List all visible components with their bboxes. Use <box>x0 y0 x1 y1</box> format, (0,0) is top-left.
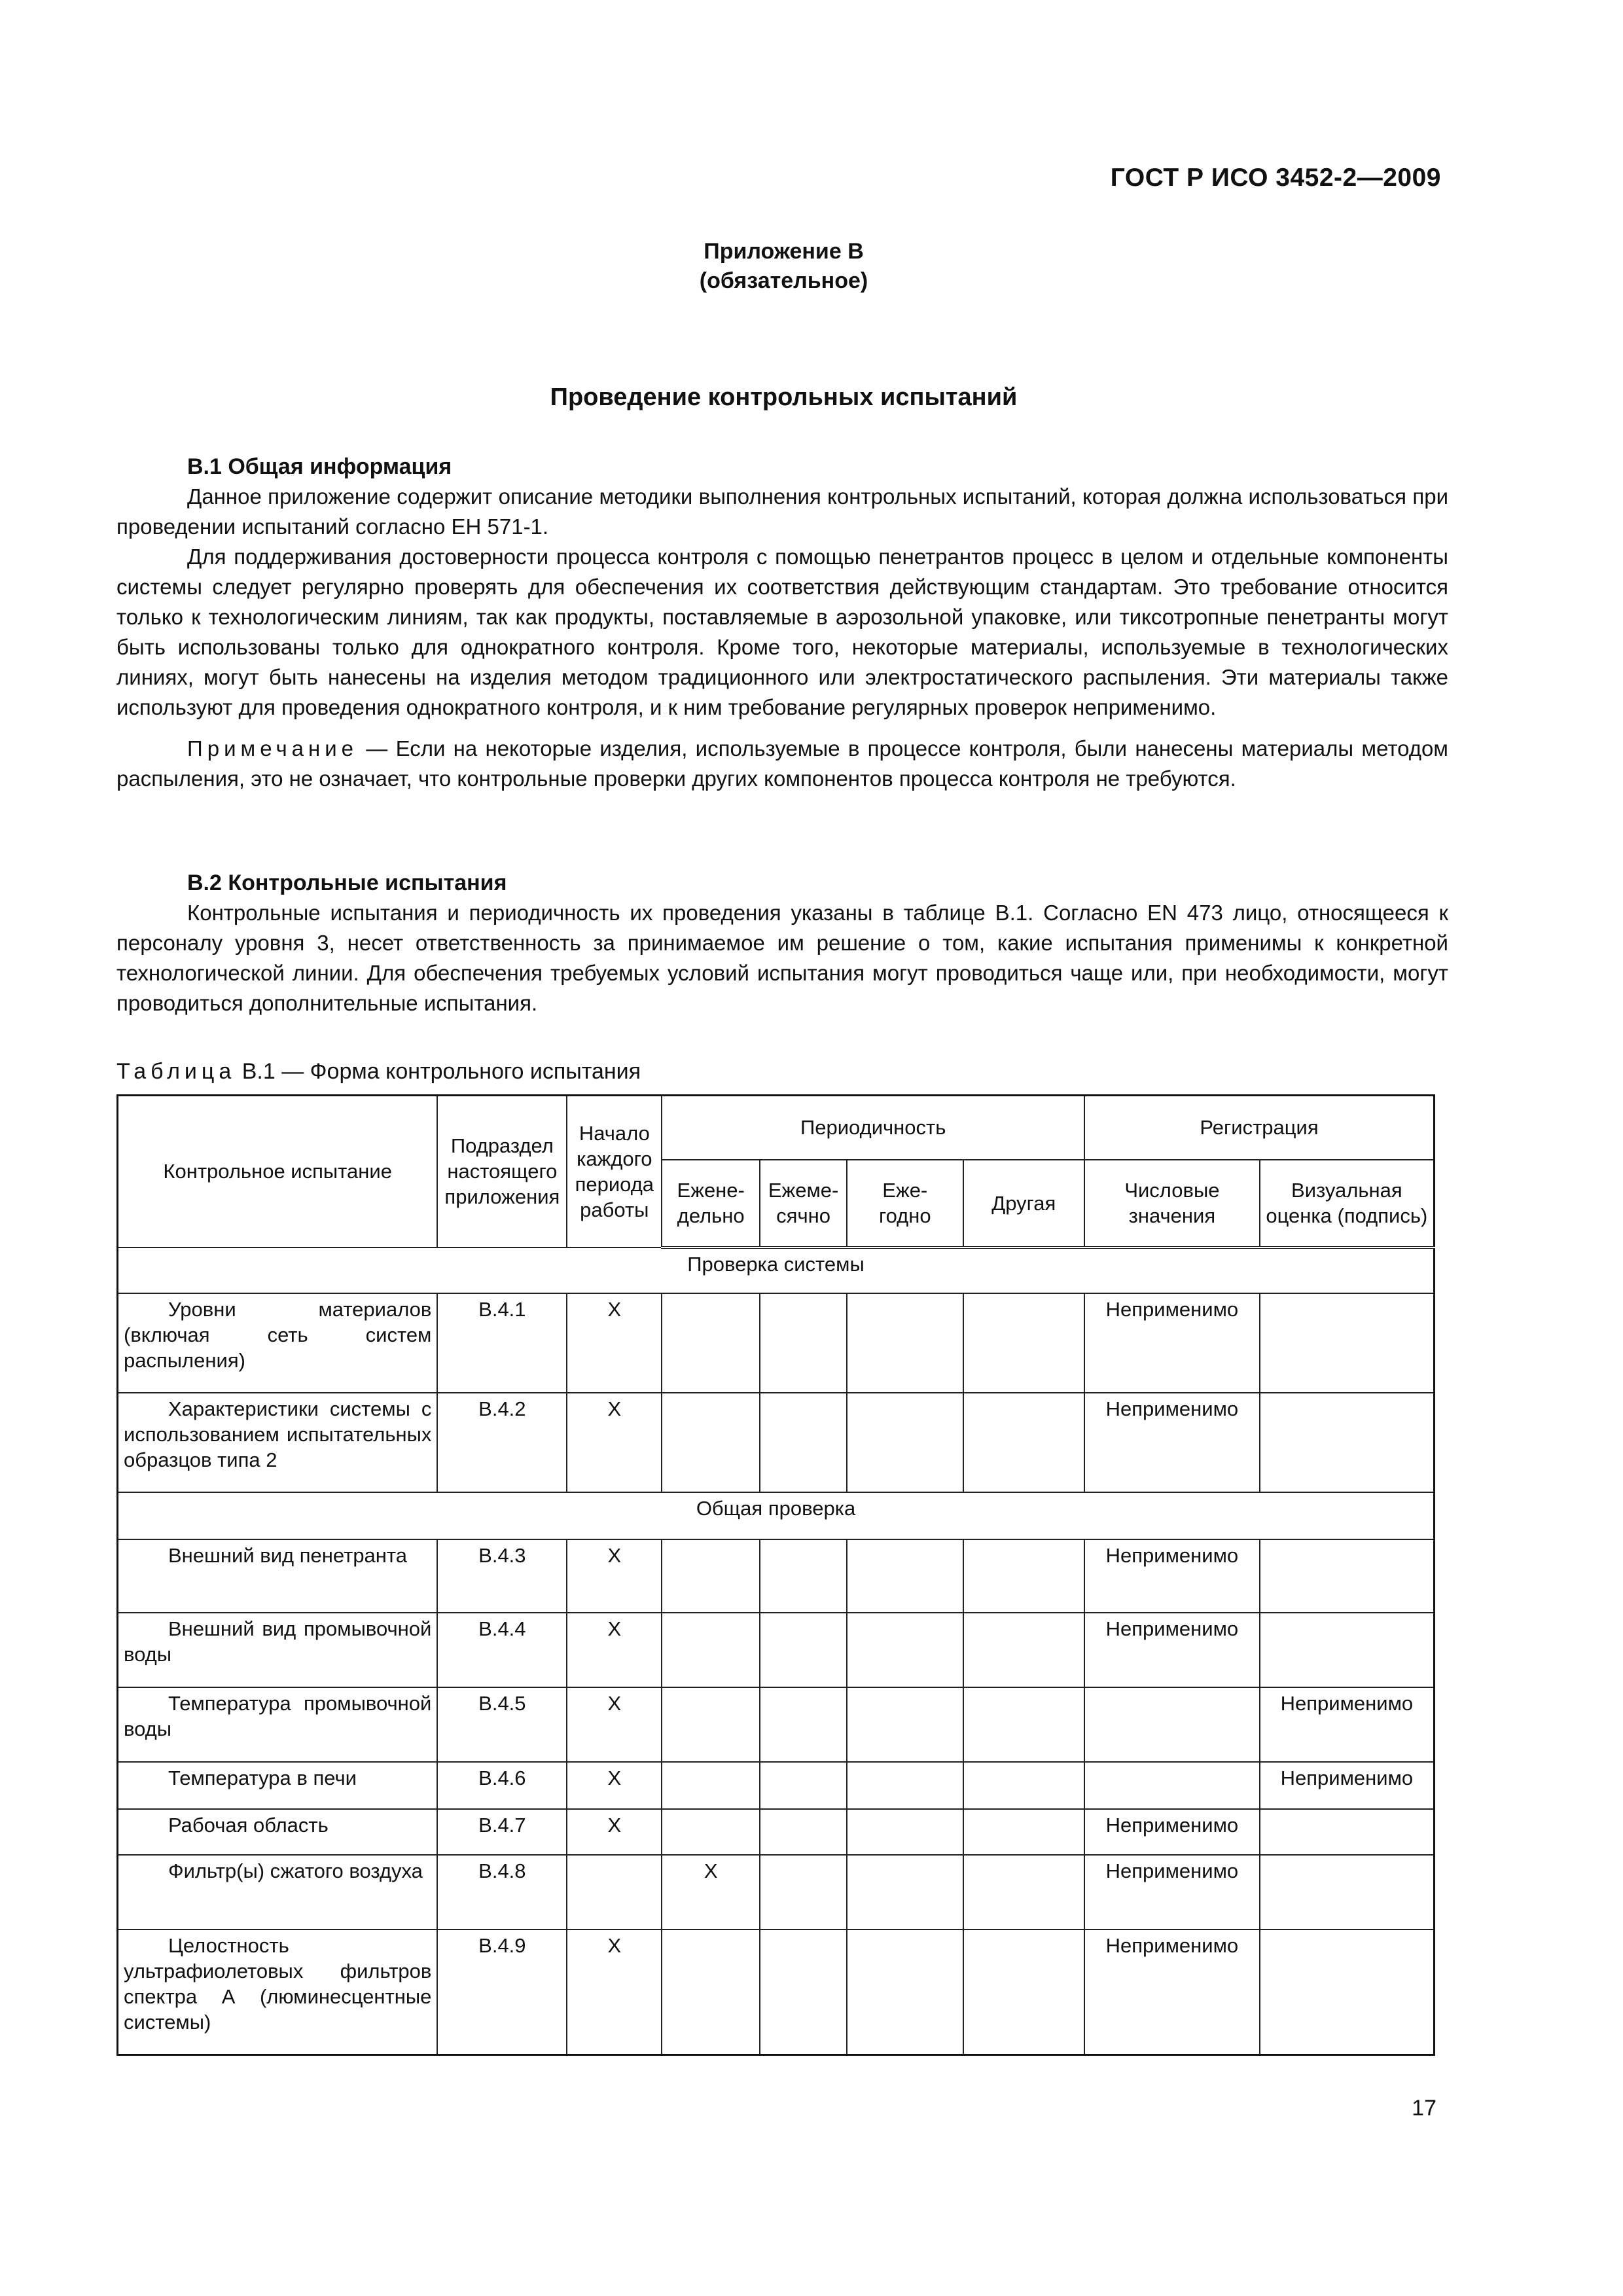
cell-test-name: Целостность ультрафиолетовых фильтров спектра А (люминесцентные системы) <box>118 1929 438 2055</box>
cell-monthly <box>760 1293 847 1393</box>
table-row <box>118 1929 1435 2055</box>
note-text: — Если на некоторые изделия, используемые в процессе контроля, были нанесены материалы методом распыления, это не означает, что контрольные проверки других компонентов процесса контроля не требуются. <box>116 736 1448 791</box>
cell-numeric-values: Неприменимо <box>1084 1393 1260 1492</box>
cell-visual-assessment <box>1260 1613 1435 1687</box>
section-b1-paragraph: Для поддерживания достоверности процесса контроля с помощью пенетрантов процесс в целом и отдельные компоненты системы следует регулярно проверять для обеспечения их соответствия действующим стандартам. Это требование относится только к технологическим линиям, так как продукты, поставляемые в аэрозольной упаковке, или тиксотропные пенетранты могут быть использованы только для однократного контроля. Кроме того, некоторые материалы, используемые в технологических линиях, могут быть нанесены на изделия методом традиционного или электростатического распыления. Эти материалы также используют для проведения однократного контроля, и к ним требование регулярных проверок неприменимо. <box>116 545 1448 719</box>
cell-test-name: Характеристики системы с использованием испытательных образцов типа 2 <box>118 1393 438 1492</box>
cell-weekly-mark <box>662 1613 760 1687</box>
cell-subsection: В.4.9 <box>437 1929 567 2055</box>
cell-weekly-mark <box>662 1393 760 1492</box>
table-caption-text: В.1 — Форма контрольного испытания <box>236 1059 641 1084</box>
cell-visual-assessment <box>1260 1293 1435 1393</box>
cell-monthly <box>760 1762 847 1809</box>
section-b1-paragraph: Данное приложение содержит описание методики выполнения контрольных испытаний, которая должна использоваться при проведении испытаний согласно ЕН 571-1. <box>116 484 1448 539</box>
cell-subsection: В.4.1 <box>437 1293 567 1393</box>
table-row <box>118 1809 1435 1855</box>
cell-monthly <box>760 1929 847 2055</box>
table-caption-label: Таблица <box>116 1059 236 1084</box>
cell-test-name: Внешний вид пенетранта <box>118 1539 438 1613</box>
table-body <box>118 1247 1435 2055</box>
cell-other <box>963 1293 1085 1393</box>
cell-visual-assessment <box>1260 1855 1435 1929</box>
cell-numeric-values: Неприменимо <box>1084 1613 1260 1687</box>
table-caption <box>116 1059 641 1085</box>
cell-start-mark: X <box>567 1762 662 1809</box>
cell-yearly <box>847 1293 963 1393</box>
header-registration: Регистрация <box>1084 1096 1434 1160</box>
section-b1-heading: В.1 Общая информация <box>187 454 452 479</box>
cell-subsection: В.4.5 <box>437 1687 567 1762</box>
header-periodicity: Периодичность <box>662 1096 1084 1160</box>
appendix-heading <box>0 237 1567 296</box>
cell-visual-assessment <box>1260 1809 1435 1855</box>
cell-other <box>963 1929 1085 2055</box>
cell-weekly-mark <box>662 1687 760 1762</box>
table-row <box>118 1613 1435 1687</box>
header-other: Другая <box>963 1160 1085 1247</box>
header-numeric: Числовые значения <box>1084 1160 1260 1247</box>
cell-yearly <box>847 1393 963 1492</box>
cell-other <box>963 1809 1085 1855</box>
table-group-heading: Общая проверка <box>118 1492 1435 1539</box>
cell-numeric-values: Неприменимо <box>1084 1855 1260 1929</box>
cell-start-mark <box>567 1855 662 1929</box>
note-label: Примечание <box>187 736 359 761</box>
cell-start-mark: X <box>567 1539 662 1613</box>
cell-start-mark: X <box>567 1929 662 2055</box>
cell-other <box>963 1855 1085 1929</box>
appendix-status: (обязательное) <box>699 268 868 293</box>
cell-weekly-mark <box>662 1293 760 1393</box>
cell-yearly <box>847 1539 963 1613</box>
appendix-label: Приложение В <box>704 239 864 264</box>
cell-start-mark: X <box>567 1809 662 1855</box>
cell-weekly-mark <box>662 1809 760 1855</box>
cell-other <box>963 1393 1085 1492</box>
cell-subsection: В.4.7 <box>437 1809 567 1855</box>
cell-monthly <box>760 1539 847 1613</box>
cell-yearly <box>847 1855 963 1929</box>
cell-start-mark: X <box>567 1293 662 1393</box>
section-b2-paragraph: Контрольные испытания и периодичность их проведения указаны в таблице В.1. Согласно EN 473 лицо, относящееся к персоналу уровня 3, несет ответственность за принимаемое им решение о том, какие испытания применимы к конкретной технологической линии. Для обеспечения требуемых условий испытания могут проводиться чаще или, при необходимости, могут проводиться дополнительные испытания. <box>116 901 1448 1015</box>
document-code: ГОСТ Р ИСО 3452-2—2009 <box>1110 164 1441 192</box>
cell-test-name: Температура промывочной воды <box>118 1687 438 1762</box>
cell-visual-assessment: Неприменимо <box>1260 1762 1435 1809</box>
table-row <box>118 1293 1435 1393</box>
cell-test-name: Фильтр(ы) сжатого воздуха <box>118 1855 438 1929</box>
cell-yearly <box>847 1687 963 1762</box>
cell-test-name: Уровни материалов (включая сеть систем распыления) <box>118 1293 438 1393</box>
cell-start-mark: X <box>567 1687 662 1762</box>
table-group-heading: Проверка системы <box>118 1247 1435 1293</box>
cell-subsection: В.4.8 <box>437 1855 567 1929</box>
cell-test-name: Температура в печи <box>118 1762 438 1809</box>
cell-weekly-mark <box>662 1929 760 2055</box>
cell-numeric-values <box>1084 1762 1260 1809</box>
cell-subsection: В.4.6 <box>437 1762 567 1809</box>
cell-numeric-values: Неприменимо <box>1084 1929 1260 2055</box>
section-b1-note <box>116 734 1448 794</box>
cell-yearly <box>847 1809 963 1855</box>
cell-visual-assessment <box>1260 1393 1435 1492</box>
table-row <box>118 1855 1435 1929</box>
table-row <box>118 1539 1435 1613</box>
cell-monthly <box>760 1687 847 1762</box>
cell-numeric-values: Неприменимо <box>1084 1539 1260 1613</box>
cell-start-mark: X <box>567 1393 662 1492</box>
cell-visual-assessment: Неприменимо <box>1260 1687 1435 1762</box>
cell-subsection: В.4.3 <box>437 1539 567 1613</box>
page-title: Проведение контрольных испытаний <box>550 384 1018 411</box>
cell-yearly <box>847 1929 963 2055</box>
page-number: 17 <box>1412 2096 1436 2121</box>
cell-other <box>963 1539 1085 1613</box>
section-b1 <box>116 452 1448 794</box>
cell-monthly <box>760 1855 847 1929</box>
header-monthly: Ежеме- сячно <box>760 1160 847 1247</box>
cell-yearly <box>847 1762 963 1809</box>
cell-monthly <box>760 1613 847 1687</box>
cell-other <box>963 1762 1085 1809</box>
cell-start-mark: X <box>567 1613 662 1687</box>
section-b2-heading: В.2 Контрольные испытания <box>187 870 507 895</box>
cell-subsection: В.4.2 <box>437 1393 567 1492</box>
cell-yearly <box>847 1613 963 1687</box>
header-start: Начало каждого периода работы <box>567 1096 662 1247</box>
table-row <box>118 1762 1435 1809</box>
cell-numeric-values <box>1084 1687 1260 1762</box>
cell-monthly <box>760 1809 847 1855</box>
cell-subsection: В.4.4 <box>437 1613 567 1687</box>
cell-test-name: Внешний вид промывочной воды <box>118 1613 438 1687</box>
control-tests-table <box>116 1094 1435 2056</box>
header-test: Контрольное испытание <box>118 1096 438 1247</box>
cell-other <box>963 1687 1085 1762</box>
cell-weekly-mark: X <box>662 1855 760 1929</box>
cell-numeric-values: Неприменимо <box>1084 1809 1260 1855</box>
cell-numeric-values: Неприменимо <box>1084 1293 1260 1393</box>
cell-visual-assessment <box>1260 1539 1435 1613</box>
cell-test-name: Рабочая область <box>118 1809 438 1855</box>
header-yearly: Еже- годно <box>847 1160 963 1247</box>
cell-weekly-mark <box>662 1762 760 1809</box>
cell-monthly <box>760 1393 847 1492</box>
cell-other <box>963 1613 1085 1687</box>
header-subsection: Подраздел настоящего приложения <box>437 1096 567 1247</box>
cell-weekly-mark <box>662 1539 760 1613</box>
header-visual: Визуальная оценка (подпись) <box>1260 1160 1435 1247</box>
table-row <box>118 1393 1435 1492</box>
header-weekly: Еженe- дельно <box>662 1160 760 1247</box>
cell-visual-assessment <box>1260 1929 1435 2055</box>
table-row <box>118 1687 1435 1762</box>
section-b2 <box>116 868 1448 1018</box>
